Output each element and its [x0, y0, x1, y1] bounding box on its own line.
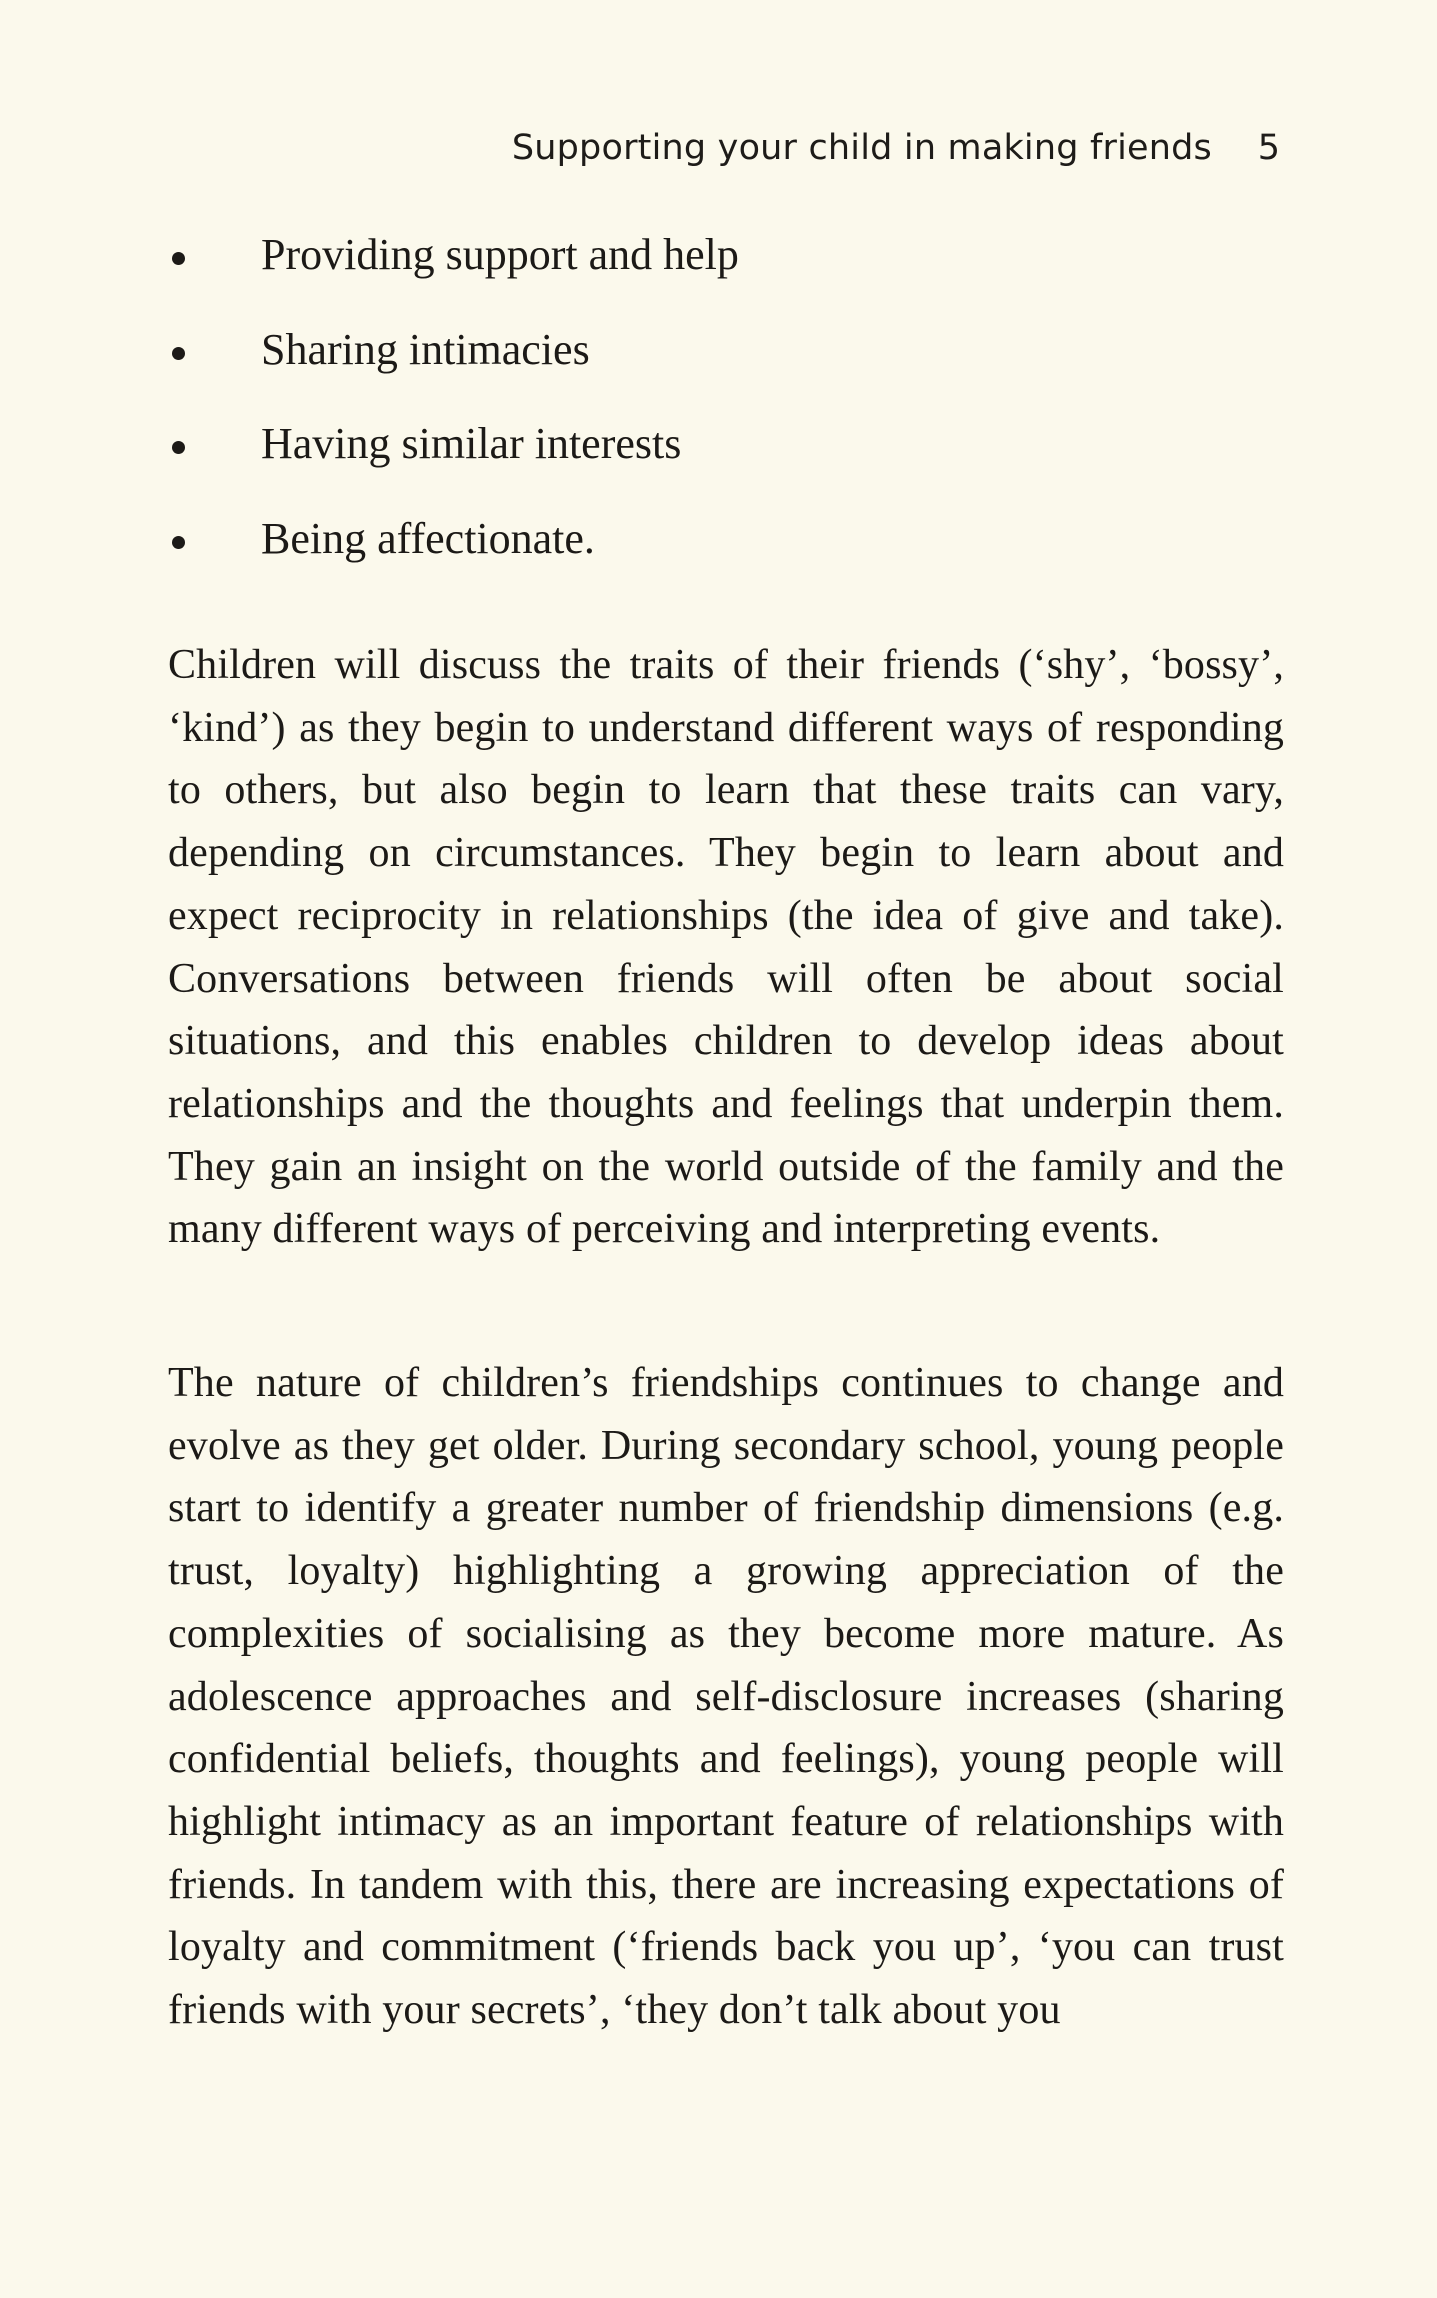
page-number: 5: [1257, 128, 1280, 168]
list-item-text: Sharing intimacies: [261, 324, 590, 374]
bullet-icon: [172, 441, 185, 454]
running-head: [511, 118, 1280, 178]
bullet-list: [168, 224, 1288, 602]
list-item-text: Having similar interests: [261, 419, 682, 468]
list-item: [168, 319, 1288, 381]
list-item-text: Being affectionate.: [261, 513, 595, 563]
body-paragraph: The nature of children’s friendships continues to change and evolve as they get older. During secondary school, young people start to identify a greater number of friendship dimensions (e.g. trust, loyalty) highlighting a growing appreciation of the complexities of socialising as they become more mature. As adolescence approaches and self-disclosure increases (sharing confidential beliefs, thoughts and feelings), young people will highlight intimacy as an important feature of relationships with friends. In tandem with this, there are increasing expectations of loyalty and commitment (‘friends back you up’, ‘you can trust friends with your secrets’, ‘they don’t talk about you: [168, 1360, 1284, 2034]
list-item-text: Providing support and help: [261, 230, 739, 279]
running-head-title: Supporting your child in making friends: [511, 128, 1212, 168]
list-item: [168, 508, 1288, 570]
list-item: [168, 224, 1288, 286]
body-paragraph: Children will discuss the traits of their friends (‘shy’, ‘bossy’, ‘kind’) as they begin to understand different ways of responding to others, but also begin to learn that these traits can vary, depending on circumstances. They begin to learn about and expect reciprocity in relationships (the idea of give and take). Conversations between friends will often be about social situations, and this enables children to develop ideas about relationships and the thoughts and feelings that underpin them. They gain an insight on the world outside of the family and the many different ways of perceiving and interpreting events.: [168, 642, 1284, 1253]
bullet-icon: [172, 536, 185, 549]
list-item: [168, 413, 1288, 475]
bullet-icon: [172, 252, 185, 265]
bullet-icon: [172, 347, 185, 360]
